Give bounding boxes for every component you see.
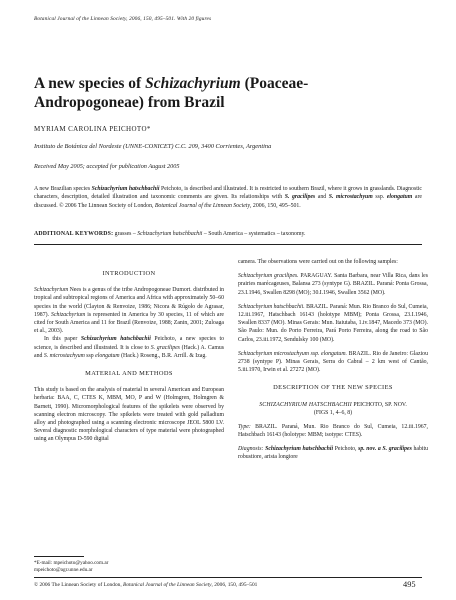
title-text: A new species of xyxy=(34,75,146,92)
keywords-label: ADDITIONAL KEYWORDS: xyxy=(34,231,114,237)
specimen-list-gracilipes xyxy=(238,272,428,297)
abstract-text: Peichoto, is described and illustrated. It is restricted to southern Brazil, where it grows in grasslands. Diagnostic characters, description, detailed illustration and taxonomic comments are given. Its relationships with xyxy=(34,186,422,201)
keywords-text: – South America – systematics – taxonomy. xyxy=(202,231,306,237)
body-text: is represented in America by 30 species, 11 of which are cited for South America and 11 for Brazil (Renvoize, 1988; Zanin, 2001; Zuloaga et al., 2003). xyxy=(34,311,224,335)
species-name: S. gracilipes xyxy=(284,194,316,201)
diagnosis-text: Peichoto, xyxy=(333,446,359,453)
abstract xyxy=(34,185,422,210)
abstract-text: ssp. xyxy=(372,194,387,201)
page-number: 495 xyxy=(403,580,416,589)
title-text: (Poaceae- xyxy=(240,75,309,92)
right-column xyxy=(238,258,428,461)
species-name: Schizachyrium hatschbachii xyxy=(265,446,334,453)
author-name: MYRIAM CAROLINA PEICHOTO* xyxy=(34,125,151,133)
figure-reference: (FIGS 1, 4–6, 8) xyxy=(313,409,353,416)
abstract-text: , 2006, 150, 495–501. xyxy=(250,202,301,209)
genus-name: Schizachyrium xyxy=(34,287,69,294)
species-name: S. gracilipes xyxy=(150,344,180,351)
diagnosis-text: habitu robustiore, arista longiore xyxy=(238,446,428,461)
received-date: Received May 2005; accepted for publication August 2005 xyxy=(34,163,180,170)
species-name: Schizachyrium hatschbachii xyxy=(80,336,151,343)
species-name: S. microstachyum xyxy=(43,352,85,359)
specimen-list-microstachyum xyxy=(238,350,428,375)
methods-continued: camera. The observations were carried out on the following samples: xyxy=(238,259,398,265)
abstract-text: and xyxy=(315,194,329,201)
footer-text: © 2006 The Linnean Society of London, xyxy=(34,582,124,588)
genus-name: Schizachyrium xyxy=(51,311,86,318)
journal-name: Botanical Journal of the Linnean Society xyxy=(154,202,251,209)
page-footer xyxy=(34,582,257,588)
footer-text: , 2006, 150, 495–501 xyxy=(211,582,258,588)
additional-keywords xyxy=(34,230,422,238)
species-name: elongatum xyxy=(95,352,120,359)
section-heading-methods: MATERIAL AND METHODS xyxy=(85,370,173,378)
title-line-2: Andropogoneae) from Brazil xyxy=(34,94,225,111)
journal-name: Botanical Journal of the Linnean Society xyxy=(123,582,212,588)
title-genus: Schizachyrium xyxy=(145,75,241,92)
keywords-text: grasses – xyxy=(113,231,138,237)
title-line-1 xyxy=(34,74,424,93)
footnote-email: *E-mail: mpeichoto@yahoo.com.ar xyxy=(34,560,109,566)
author-citation: PEICHOTO, SP. NOV. xyxy=(351,401,407,408)
body-text: Nees is a genus of the tribe Andropogoneae Dumort. distributed in tropical and subtropical regions of America and Africa with approximately 50–60 species in the world (Clayton & Renvoize, 1986; Nicora & Rúgolo de Agrasar, 1987). xyxy=(34,287,224,318)
methods-paragraph: This study is based on the analysis of material in several American and European herbaria: BAA, C, CTES K, MBM, MO, P and W (Holmgren, Holmgren & Barnett, 1990). Micromorphological features of the spikelets were observed by scanning electron microscopy. The spikelets were treated with gold palladium alloy and photographed using a scanning electronic microscope JEOL 5800 LV. Several diagnostic morphological characters of type material were photographed using an Olympus D-590 digital xyxy=(34,387,224,443)
species-name: Schizachyrium gracilipes. xyxy=(238,273,299,280)
diagnosis-paragraph xyxy=(238,445,428,461)
species-name: S. microstachyum xyxy=(328,194,373,201)
body-text: (Hack.) Roseng., B.R. Arrill. & Izag. xyxy=(119,352,207,359)
abstract-text: A new Brazilian species xyxy=(34,186,92,192)
specimen-text: PARAGUAY. Santa Barbara, near Villa Rica, dans les prairies marécageuses, Balansa 273 (syntype G). BRAZIL. Paraná: Ponta Grossa, 23.I.1946, Swallen 8298 (MO); 30.I.1946, Swallen 3562 (MO). xyxy=(238,273,428,296)
new-species-heading xyxy=(238,401,428,409)
article-title xyxy=(34,74,424,112)
species-name: SCHIZACHYRIUM HATSCHBACHII xyxy=(259,401,352,408)
body-text: In this paper xyxy=(44,336,81,343)
keywords-divider xyxy=(34,244,422,245)
footnote-divider xyxy=(34,556,84,557)
author-affiliation: Instituto de Botánica del Nordeste (UNNE-CONICET) C.C. 209, 3400 Corrientes, Argentina xyxy=(34,143,272,150)
intro-paragraph-2 xyxy=(34,335,224,360)
type-label: Type: xyxy=(238,423,251,430)
left-column xyxy=(34,258,224,444)
type-text: BRAZIL. Paraná, Mun. Rio Branco do Sul, Cumeia, 12.iii.1967, Hatschbach 16143 (holotype: MBM; isotype: CTES). xyxy=(238,423,428,438)
species-name: Schizachyrium hatschbachii. xyxy=(238,303,305,310)
diagnosis-label: Diagnosis: xyxy=(238,446,264,453)
species-name: Schizachyrium microstachyum ssp. elongatum. xyxy=(238,350,347,357)
body-text: Peichoto, a new species to science, is described and illustrated. It is close to xyxy=(34,336,224,351)
diagnosis-text: sp. nov. a S. gracilipes xyxy=(358,446,412,453)
abstract-text: are discussed. © 2006 The Linnean Society of London, xyxy=(34,194,422,209)
specimen-text: BRAZIL. Paraná: Mun. Rio Branco do Sul, Cumeia, 12.iii.1967, Hatschbach 16143 (holotype MBM); Ponta Grossa, 23.I.1946, Swallen 8337 (MO). Minas Gerais: Mun. Itaiutaba, 1.iv.1847, Macedo 373 (MO). São Paulo: Mun. do Porto Ferreira, Pará Porto Ferreira, along the road to São Carlos, 23.iii.1972, Sendulsky 100 (MO). xyxy=(238,303,428,343)
species-name: Schizachyrium hatschbachii xyxy=(91,186,160,192)
footnote-email-2: mpeichoto@agr.unne.edu.ar xyxy=(34,567,93,573)
specimen-list-hatschbachii xyxy=(238,303,428,344)
species-name: elongatum xyxy=(386,194,413,201)
section-heading-description: DESCRIPTION OF THE NEW SPECIES xyxy=(273,384,393,392)
type-paragraph xyxy=(238,423,428,439)
species-name: Schizachyrium hatschbachii xyxy=(137,231,203,237)
running-head: Botanical Journal of the Linnean Society, 2006, 150, 495–501. With 20 figures xyxy=(34,16,212,22)
specimen-text: BRAZIL. Rio de Janeiro: Glaziou 2738 (syntype P). Minas Gerais, Serra do Cabral – 2 km west of Cantão, 5.iii.1970, Irwin et al. 27272 (MO). xyxy=(238,350,428,374)
body-text: ssp xyxy=(84,352,96,359)
intro-paragraph-1 xyxy=(34,286,224,335)
footer-divider xyxy=(34,577,422,578)
section-heading-introduction: INTRODUCTION xyxy=(102,270,156,277)
body-text: (Hack.) A. Camus and xyxy=(34,344,224,359)
footnote xyxy=(34,560,224,574)
